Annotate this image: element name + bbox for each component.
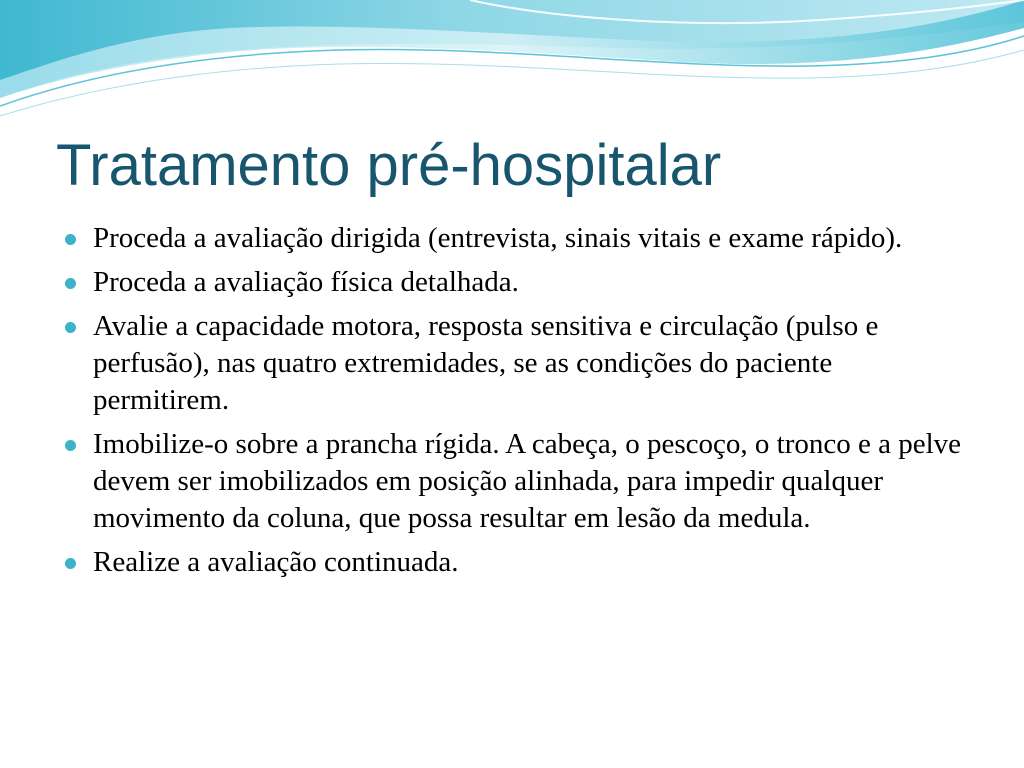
bullet-dot-icon — [65, 234, 76, 245]
bullet-dot-icon — [65, 322, 76, 333]
bullet-text: Imobilize-o sobre a prancha rígida. A cabeça, o pescoço, o tronco e a pelve devem ser imobilizados em posição alinhada, para impedir qualquer movimento da coluna, que possa resultar em lesão da medula. — [93, 428, 962, 534]
bullet-item — [64, 426, 974, 537]
wave-header-decoration — [0, 0, 1024, 130]
bullet-list — [64, 220, 974, 588]
bullet-text: Proceda a avaliação física detalhada. — [93, 266, 519, 298]
bullet-item — [64, 264, 974, 301]
bullet-dot-icon — [65, 278, 76, 289]
bullet-text: Avalie a capacidade motora, resposta sensitiva e circulação (pulso e perfusão), nas quatro extremidades, se as condições do paciente permitirem. — [93, 310, 879, 416]
bullet-item — [64, 308, 974, 419]
bullet-item — [64, 544, 974, 581]
bullet-text: Realize a avaliação continuada. — [93, 546, 459, 578]
bullet-dot-icon — [65, 558, 76, 569]
slide-title: Tratamento pré-hospitalar — [56, 133, 722, 198]
bullet-item — [64, 220, 974, 257]
bullet-dot-icon — [65, 440, 76, 451]
bullet-text: Proceda a avaliação dirigida (entrevista, sinais vitais e exame rápido). — [93, 222, 903, 254]
